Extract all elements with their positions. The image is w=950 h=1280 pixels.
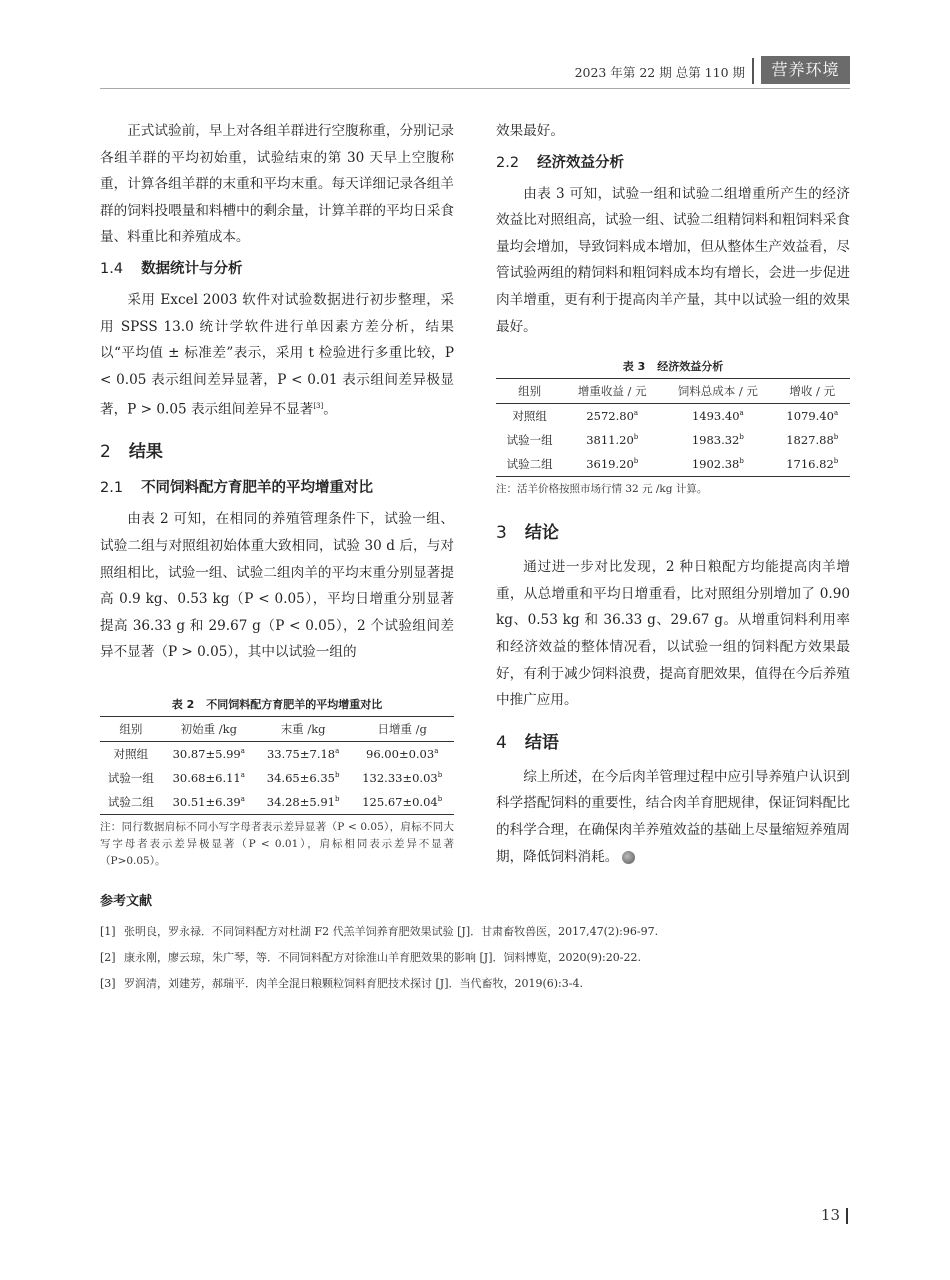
table-header: 日增重 /g <box>350 717 454 742</box>
table-cell: 34.28±5.91$^b$ <box>256 790 351 815</box>
heading-number: 3 <box>496 523 507 544</box>
table-title: 经济效益分析 <box>657 360 724 374</box>
table-row <box>100 790 454 815</box>
heading-text: 不同饲料配方育肥羊的平均增重对比 <box>141 480 374 497</box>
table-header: 初始重 /kg <box>162 717 256 742</box>
header-divider <box>752 58 754 84</box>
table-cell: 试验一组 <box>107 771 154 786</box>
heading-text: 结语 <box>524 732 559 753</box>
paragraph-text: 综上所述，在今后肉羊管理过程中应引导养殖户认识到科学搭配饲料的重要性，结合肉羊育肥规律，保证饲料配比的科学合理，在确保肉羊养殖效益的基础上尽量缩短养殖周期，降低饲料消耗。 <box>496 768 850 865</box>
references-title: 参考文献 <box>100 894 153 909</box>
heading-text: 数据统计与分析 <box>141 260 243 277</box>
table-cell: 试验二组 <box>100 790 162 815</box>
section-badge: 营养环境 <box>761 56 850 84</box>
heading-number: 2.2 <box>496 154 520 171</box>
table-cell: 1827.88$^b$ <box>786 433 839 448</box>
table-cell: 34.65±6.35$^b$ <box>266 771 340 786</box>
table-cell: 33.75±7.18$^a$ <box>266 747 340 762</box>
table-row <box>496 428 850 452</box>
table-cell: 30.51±6.39$^a$ <box>162 790 256 815</box>
table-cell: 125.67±0.04$^b$ <box>350 790 454 815</box>
page-footer <box>821 1206 848 1224</box>
table-cell: 1716.82$^b$ <box>775 452 850 477</box>
heading-2-2 <box>496 148 850 178</box>
table-3 <box>496 378 850 477</box>
paragraph-end: 。 <box>323 401 337 418</box>
table-row <box>100 742 454 767</box>
table-row <box>496 452 850 477</box>
paragraph: 通过进一步对比发现，2 种日粮配方均能提高肉羊增重，从总增重和平均日增重看，比对照组分别增加了 0.90 kg、0.53 kg 和 36.33 g、29.67 g。从增重饲料利用率和经济效益的整体情况看，以试验一组的饲料配方效果最好，有利于减少饲料浪费，提高育肥效果，值得在今后养殖中推广应用。 <box>496 559 850 709</box>
paragraph: 正式试验前，早上对各组羊群进行空腹称重，分别记录各组羊群的平均初始重，试验结束的第 30 天早上空腹称重，计算各组羊群的末重和平均末重。每天详细记录各组羊群的饲料投喂量和料槽中的剩余量，计算羊群的平均日采食量、料重比和养殖成本。 <box>100 123 454 246</box>
table-cell: 3619.20$^b$ <box>563 452 661 477</box>
paragraph-text: 采用 Excel 2003 软件对试验数据进行初步整理，采用 SPSS 13.0 统计学软件进行单因素方差分析，结果以“平均值 ± 标准差”表示，采用 t 检验进行多重比较，P < 0.05 表示组间差异显著，P < 0.01 表示组间差异极显著，P > 0.05 表示组间差异不显著 <box>100 291 454 418</box>
paragraph: 效果最好。 <box>496 123 564 139</box>
table-cell: 1902.38$^b$ <box>661 452 774 477</box>
heading-number: 1.4 <box>100 260 124 277</box>
reference-item: [2] 康永刚，廖云琼，朱广琴，等．不同饲料配方对徐淮山羊育肥效果的影响 [J]．饲料博览，2020(9):20-22. <box>100 951 641 964</box>
table-title: 不同饲料配方育肥羊的平均增重对比 <box>206 698 383 712</box>
page-header <box>0 56 950 86</box>
table-row <box>496 404 850 429</box>
heading-text: 结论 <box>524 523 559 544</box>
table-caption <box>496 358 850 374</box>
heading-number: 2.1 <box>100 480 124 497</box>
page-number: 13 <box>820 1206 840 1224</box>
paragraph <box>100 287 454 424</box>
table-label: 表 3 <box>622 360 646 374</box>
table-2 <box>100 716 454 815</box>
table-cell: 132.33±0.03$^b$ <box>362 771 443 786</box>
table-header: 增重收益 / 元 <box>563 379 661 404</box>
heading-1-4 <box>100 254 454 284</box>
reference-item: [1] 张明良，罗永禄．不同饲料配方对杜湖 F2 代羔羊饲养育肥效果试验 [J]．甘肃畜牧兽医，2017,47(2):96-97. <box>100 925 659 938</box>
table-cell: 对照组 <box>113 747 149 762</box>
table-cell: 对照组 <box>512 409 547 424</box>
table-cell: 96.00±0.03$^a$ <box>366 747 439 762</box>
left-column <box>100 118 454 870</box>
table-header: 末重 /kg <box>256 717 351 742</box>
table-cell: 3811.20$^b$ <box>586 433 639 448</box>
table-header: 饲料总成本 / 元 <box>661 379 774 404</box>
issue-info: 2023 年第 22 期 总第 110 期 <box>574 65 745 80</box>
end-mark-icon <box>622 851 635 864</box>
heading-2-1 <box>100 473 454 503</box>
footer-bar <box>846 1208 848 1224</box>
table-cell: 试验二组 <box>496 452 563 477</box>
table-cell: 30.87±5.99$^a$ <box>172 747 245 762</box>
paragraph: 由表 3 可知，试验一组和试验二组增重所产生的经济效益比对照组高，试验一组、试验二组精饲料和粗饲料采食量均会增加，导致饲料成本增加，但从整体生产效益看，尽管试验两组的精饲料和粗饲料成本均有增长，会进一步促进肉羊增重，更有利于提高肉羊产量，其中以试验一组的效果最好。 <box>496 185 850 335</box>
table-cell: 1983.32$^b$ <box>691 433 744 448</box>
table-header: 组别 <box>100 717 162 742</box>
heading-2 <box>100 437 454 467</box>
table-cell: 1079.40$^a$ <box>786 409 839 424</box>
table-header: 组别 <box>496 379 563 404</box>
heading-text: 经济效益分析 <box>537 154 625 171</box>
table-note: 注：活羊价格按照市场行情 32 元 /kg 计算。 <box>496 483 708 496</box>
table-cell: 1493.40$^a$ <box>691 409 744 424</box>
table-note: 注：同行数据肩标不同小写字母者表示差异显著（P < 0.05），肩标不同大写字母者表示差异极显著（P < 0.01），肩标相同表示差异不显著（P>0.05）。 <box>100 821 454 868</box>
table-caption <box>100 696 454 712</box>
heading-4 <box>496 728 850 758</box>
table-row <box>100 766 454 790</box>
heading-number: 2 <box>100 442 111 463</box>
table-label: 表 2 <box>171 698 195 712</box>
paragraph: 由表 2 可知，在相同的养殖管理条件下，试验一组、试验二组与对照组初始体重大致相同，试验 30 d 后，与对照组相比，试验一组、试验二组肉羊的平均末重分别显著提高 0.9 kg、0.53 kg（P < 0.05），平均日增重分别显著提高 36.33 g 和 29.67 g（P < 0.05），2 个试验组间差异不显著（P > 0.05），其中以试验一组的 <box>100 511 454 661</box>
table-3-block <box>496 358 850 498</box>
heading-3 <box>496 518 850 548</box>
citation: [3] <box>313 402 324 411</box>
table-cell: 2572.80$^a$ <box>586 409 639 424</box>
heading-number: 4 <box>496 732 507 753</box>
table-header: 增收 / 元 <box>775 379 850 404</box>
table-cell: 30.68±6.11$^a$ <box>172 771 245 786</box>
table-2-block <box>100 696 454 870</box>
header-rule <box>100 88 850 89</box>
heading-text: 结果 <box>128 442 163 463</box>
right-column <box>496 118 850 870</box>
paragraph <box>496 764 850 870</box>
references <box>100 890 850 997</box>
table-cell: 试验一组 <box>506 433 553 448</box>
reference-item: [3] 罗润清，刘建芳，郝瑞平．肉羊全混日粮颗粒饲料育肥技术探讨 [J]．当代畜牧，2019(6):3-4. <box>100 977 583 990</box>
